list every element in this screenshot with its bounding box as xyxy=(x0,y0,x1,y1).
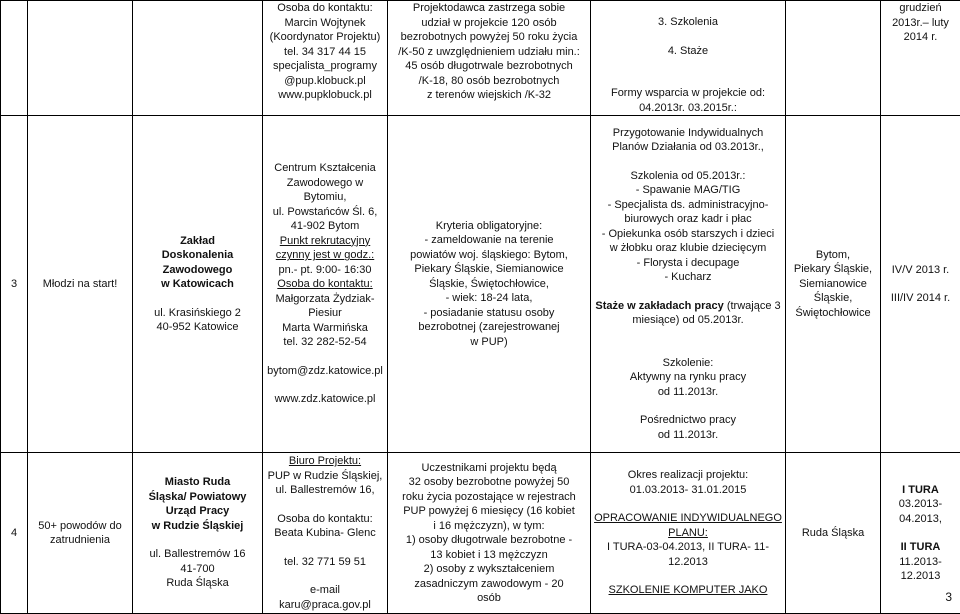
cell-criteria xyxy=(388,1,591,116)
cell-area xyxy=(786,1,881,116)
project-office-label: Biuro Projektu: xyxy=(266,454,384,469)
project-title: Młodzi na start! xyxy=(28,116,133,453)
support-line: (trwające 3 xyxy=(724,300,781,312)
criteria-line: bezrobotnej (zarejestrowanej xyxy=(391,320,587,335)
criteria-line: Piekary Śląskie, Siemianowice xyxy=(391,262,587,277)
support-heading: Szkolenie: xyxy=(594,356,782,371)
contact-website: www.pupklobuck.pl xyxy=(266,88,384,103)
criteria-line: roku życia pozostające w rejestrach xyxy=(391,490,587,505)
support-line: 3. Szkolenia xyxy=(594,15,782,30)
criteria-line: w PUP) xyxy=(391,335,587,350)
support-line: 01.03.2013- 31.01.2015 xyxy=(594,483,782,498)
criteria-line: zasadniczym zawodowym - 20 xyxy=(391,577,587,592)
period-line: III/IV 2014 r. xyxy=(884,291,957,306)
recruitment-point-label: Punkt rekrutacyjny xyxy=(266,234,384,249)
org-postcode: 41-700 xyxy=(136,562,259,577)
support-line: 12.2013 xyxy=(594,555,782,570)
contact-email-user: specjalista_programy xyxy=(266,59,384,74)
period-line: 03.2013- xyxy=(884,497,957,512)
period-line: 11.2013- xyxy=(884,555,957,570)
support-line: 04.2013r. 03.2015r.: xyxy=(594,101,782,116)
target-line: z terenów wiejskich /K-32 xyxy=(391,88,587,103)
support-line: - Opiekunka osób starszych i dzieci xyxy=(594,227,782,242)
cell-no xyxy=(1,1,28,116)
support-heading: PLANU: xyxy=(594,526,782,541)
table-row xyxy=(1,453,960,614)
support-line: biurowych oraz kadr i płac xyxy=(594,212,782,227)
org-address: ul. Krasińskiego 2 xyxy=(136,306,259,321)
criteria-line: 2) osoby z wykształceniem xyxy=(391,562,587,577)
cell-criteria xyxy=(388,453,591,614)
org-city: Ruda Śląska xyxy=(136,576,259,591)
row-number: 4 xyxy=(1,453,28,614)
cell-period xyxy=(881,1,960,116)
contact-phone: tel. 34 317 44 15 xyxy=(266,45,384,60)
target-line: /K-18, 80 osób bezrobotnych xyxy=(391,74,587,89)
org-line: Śląska/ Powiatowy xyxy=(136,490,259,505)
contact-label: Osoba do kontaktu: xyxy=(266,277,384,292)
contact-line: pn.- pt. 9:00- 16:30 xyxy=(266,263,384,278)
support-line: Formy wsparcia w projekcie od: xyxy=(594,86,782,101)
org-line: Miasto Ruda xyxy=(136,475,259,490)
cell-contact xyxy=(263,116,388,453)
contact-email[interactable]: e-mail karu@praca.gov.pl xyxy=(266,583,384,612)
criteria-heading: Kryteria obligatoryjne: xyxy=(391,219,587,234)
cell-org xyxy=(133,1,263,116)
criteria-line: 13 kobiet i 13 mężczyzn xyxy=(391,548,587,563)
cell-support xyxy=(591,1,786,116)
area-line: Świętochłowice xyxy=(789,306,877,321)
area-line: Siemianowice xyxy=(789,277,877,292)
period-line: 04.2013, xyxy=(884,512,957,527)
cell-org xyxy=(133,116,263,453)
org-line: w Rudzie Śląskiej xyxy=(136,519,259,534)
contact-email-domain: @pup.klobuck.pl xyxy=(266,74,384,89)
support-heading: Pośrednictwo pracy xyxy=(594,413,782,428)
support-line: Okres realizacji projektu: xyxy=(594,468,782,483)
period-line: I TURA xyxy=(884,483,957,498)
contact-line: ul. Powstańców Śl. 6, xyxy=(266,205,384,220)
criteria-line: PUP powyżej 6 miesięcy (16 kobiet xyxy=(391,504,587,519)
criteria-line: i 16 mężczyzn), w tym: xyxy=(391,519,587,534)
area-line: Bytom, xyxy=(789,248,877,263)
criteria-line: powiatów woj. śląskiego: Bytom, xyxy=(391,248,587,263)
criteria-line: Śląskie, Świętochłowice, xyxy=(391,277,587,292)
contact-label: Osoba do kontaktu: xyxy=(266,1,384,16)
contact-line: 41-902 Bytom xyxy=(266,219,384,234)
internship-heading: Staże w zakładach pracy xyxy=(595,300,723,312)
criteria-line: 32 osoby bezrobotne powyżej 50 xyxy=(391,475,587,490)
area-line: Śląskie, xyxy=(789,291,877,306)
cell-support xyxy=(591,116,786,453)
support-line: miesiące) od 05.2013r. xyxy=(594,313,782,328)
support-line: 4. Staże xyxy=(594,44,782,59)
cell-area xyxy=(786,116,881,453)
cell-support xyxy=(591,453,786,614)
cell-contact xyxy=(263,453,388,614)
contact-phone: tel. 32 771 59 51 xyxy=(266,555,384,570)
contact-line: Małgorzata Żydziak- xyxy=(266,292,384,307)
recruitment-hours-label: czynny jest w godz.: xyxy=(266,248,384,263)
support-line: - Florysta i decupage xyxy=(594,256,782,271)
support-heading: Szkolenia od 05.2013r.: xyxy=(594,169,782,184)
target-line: 45 osób długotrwale bezrobotnych xyxy=(391,59,587,74)
criteria-line: 1) osoby długotrwale bezrobotne - xyxy=(391,533,587,548)
contact-line: Marta Warmińska xyxy=(266,321,384,336)
cell-criteria xyxy=(388,116,591,453)
period-line: 12.2013 xyxy=(884,569,957,584)
support-heading: SZKOLENIE KOMPUTER JAKO xyxy=(594,583,782,598)
org-line: Doskonalenia xyxy=(136,248,259,263)
cell-area: Ruda Śląska xyxy=(786,453,881,614)
contact-website[interactable]: www.zdz.katowice.pl xyxy=(266,392,384,407)
contact-line: PUP w Rudzie Śląskiej, xyxy=(266,469,384,484)
contact-line: Piesiur xyxy=(266,306,384,321)
support-line: - Specjalista ds. administracyjno- xyxy=(594,198,782,213)
support-line: - Spawanie MAG/TIG xyxy=(594,183,782,198)
contact-email[interactable]: bytom@zdz.katowice.pl xyxy=(266,364,384,379)
period-line: II TURA xyxy=(884,540,957,555)
period-line: IV/V 2013 r. xyxy=(884,263,957,278)
support-line: od 11.2013r. xyxy=(594,428,782,443)
table-row xyxy=(1,116,960,453)
contact-line: Centrum Kształcenia xyxy=(266,161,384,176)
criteria-line: - zameldowanie na terenie xyxy=(391,233,587,248)
criteria-line: - wiek: 18-24 lata, xyxy=(391,291,587,306)
target-line: Projektodawca zastrzega sobie xyxy=(391,1,587,16)
contact-line: Beata Kubina- Glenc xyxy=(266,526,384,541)
contact-name: Marcin Wojtynek xyxy=(266,16,384,31)
contact-phone: tel. 32 282-52-54 xyxy=(266,335,384,350)
support-line: od 11.2013r. xyxy=(594,385,782,400)
page-number: 3 xyxy=(945,590,952,605)
period-line: 2014 r. xyxy=(884,30,957,45)
support-heading: OPRACOWANIE INDYWIDUALNEGO xyxy=(594,511,782,526)
target-line: udział w projekcie 120 osób xyxy=(391,16,587,31)
support-line: Przygotowanie Indywidualnych xyxy=(594,126,782,141)
criteria-line: osób xyxy=(391,591,587,606)
target-line: /K-50 z uwzględnieniem udziału min.: xyxy=(391,45,587,60)
criteria-line: Uczestnikami projektu będą xyxy=(391,461,587,476)
target-line: bezrobotnych powyżej 50 roku życia xyxy=(391,30,587,45)
support-line: Aktywny na rynku pracy xyxy=(594,370,782,385)
org-address: ul. Ballestremów 16 xyxy=(136,547,259,562)
cell-contact xyxy=(263,1,388,116)
org-city: 40-952 Katowice xyxy=(136,320,259,335)
project-title: 50+ powodów do zatrudnienia xyxy=(28,453,133,614)
org-line: w Katowicach xyxy=(136,277,259,292)
row-number: 3 xyxy=(1,116,28,453)
support-line: - Kucharz xyxy=(594,270,782,285)
period-line: grudzień xyxy=(884,1,957,16)
support-line: I TURA-03-04.2013, II TURA- 11- xyxy=(594,540,782,555)
org-line: Urząd Pracy xyxy=(136,504,259,519)
contact-label: Osoba do kontaktu: xyxy=(266,512,384,527)
org-line: Zakład xyxy=(136,234,259,249)
area-line: Piekary Śląskie, xyxy=(789,262,877,277)
cell-title xyxy=(28,1,133,116)
period-line: 2013r.– luty xyxy=(884,16,957,31)
table-row xyxy=(1,1,960,116)
org-line: Zawodowego xyxy=(136,263,259,278)
support-line: Planów Działania od 03.2013r., xyxy=(594,140,782,155)
contact-line: ul. Ballestremów 16, xyxy=(266,483,384,498)
cell-period xyxy=(881,116,960,453)
contact-line: Zawodowego w Bytomiu, xyxy=(266,176,384,205)
contact-role: (Koordynator Projektu) xyxy=(266,30,384,45)
cell-org xyxy=(133,453,263,614)
criteria-line: - posiadanie statusu osoby xyxy=(391,306,587,321)
support-line: w żłobku oraz klubie dziecięcym xyxy=(594,241,782,256)
